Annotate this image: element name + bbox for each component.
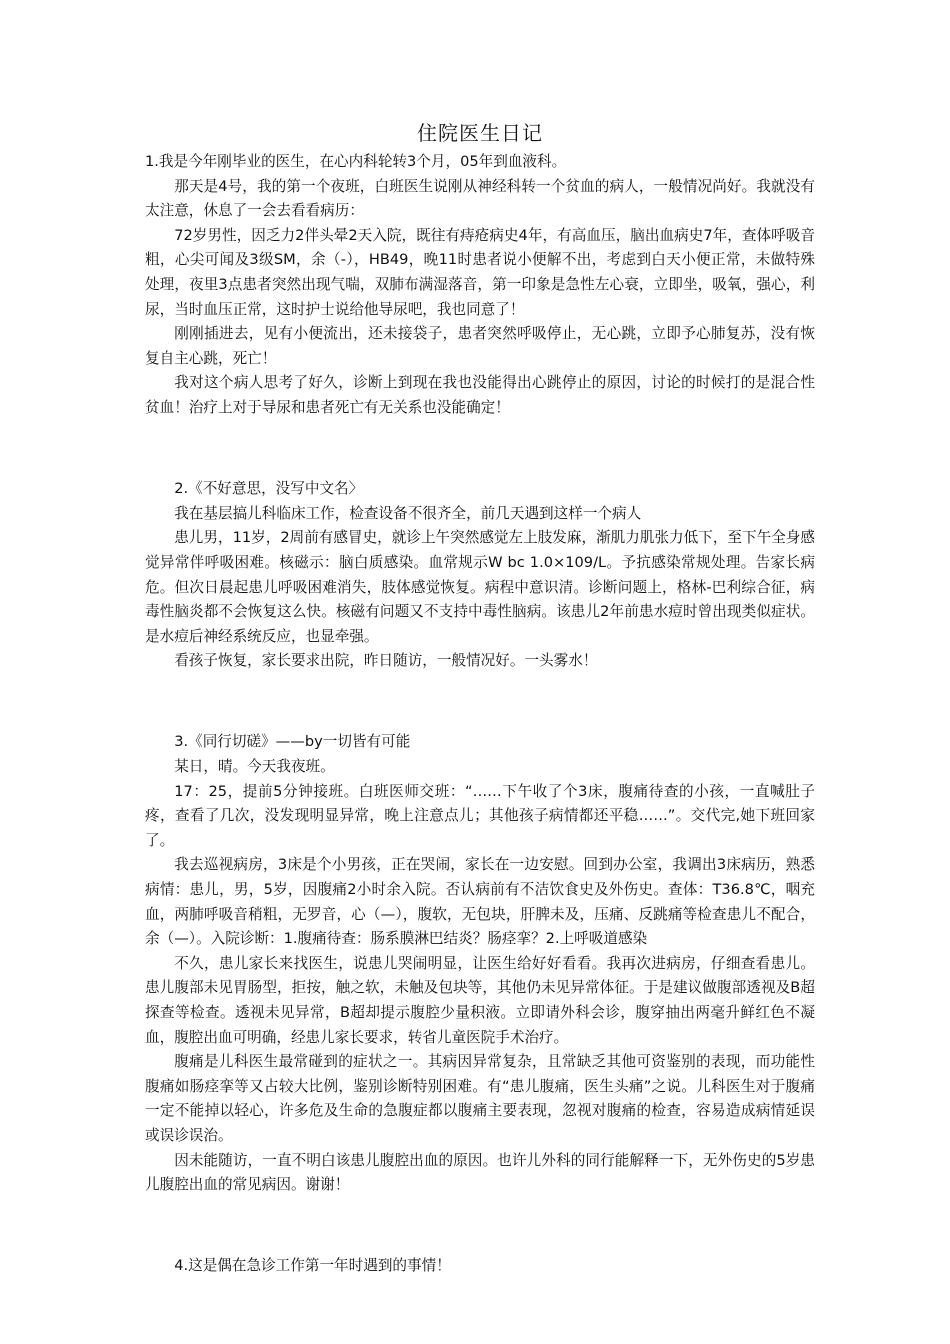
- paragraph: 我对这个病人思考了好久，诊断上到现在我也没能得出心跳停止的原因，讨论的时候打的是混合性贫血！治疗上对于导尿和患者死亡有无关系也没能确定！: [145, 374, 815, 416]
- document-body: [145, 150, 815, 1279]
- paragraph: 17：25，提前5分钟接班。白班医师交班：“……下午收了个3床，腹痛待查的小孩，一直喊肚子疼，查看了几次，没发现明显异常，晚上注意点儿；其他孩子病情都还平稳……”。交代完,她下班回家了。: [145, 782, 815, 849]
- paragraph: 腹痛是儿科医生最常碰到的症状之一。其病因异常复杂，且常缺乏其他可资鉴别的表现，而功能性腹痛如肠痉挛等又占较大比例，鉴别诊断特别困难。有“患儿腹痛，医生头痛”之说。儿科医生对于腹痛一定不能掉以轻心，许多危及生命的急腹症都以腹痛主要表现，忽视对腹痛的检查，容易造成病情延误或误诊误治。: [145, 1053, 815, 1144]
- paragraph: 3.《同行切磋》——by一切皆有可能: [174, 733, 411, 751]
- paragraph: 刚刚插进去，见有小便流出，还未接袋子，患者突然呼吸停止，无心跳，立即予心肺复苏，没有恢复自主心跳，死亡！: [145, 325, 815, 367]
- paragraph: 我在基层搞儿科临床工作，检查设备不很齐全，前几天遇到这样一个病人: [174, 504, 642, 522]
- paragraph: 不久，患儿家长来找医生，说患儿哭闹明显，让医生给好好看看。我再次进病房，仔细查看患儿。患儿腹部未见胃肠型，拒按，触之软，未触及包块等，其他仍未见异常体征。于是建议做腹部透视及B超探查等检查。透视未见异常，B超却提示腹腔少量积液。立即请外科会诊，腹穿抽出两毫升鲜红色不凝血，腹腔出血可明确，经患儿家长要求，转省儿童医院手术治疗。: [145, 954, 815, 1046]
- paragraph: 1.我是今年刚毕业的医生，在心内科轮转3个月，05年到血液科。: [145, 153, 567, 170]
- paragraph-spacer: [145, 690, 815, 715]
- paragraph: 患儿男，11岁，2周前有感冒史，就诊上午突然感觉左上肢发麻，渐肌力肌张力低下，至下午全身感觉异常伴呼吸困难。核磁示：脑白质感染。血常规示W bc 1.0×109/L。予抗感染常规处理。告家长病危。但次日晨起患儿呼吸困难消失，肢体感觉恢复。病程中意识清。诊断问题上，格林-巴利综合征，病毒性脑炎都不会恢复这么快。核磁有问题又不支持中毒性脑病。该患儿2年前患水痘时曾出现类似症状。是水痘后神经系统反应，也显牵强。: [145, 529, 815, 645]
- document-page: [145, 118, 815, 1279]
- paragraph: 我去巡视病房，3床是个小男孩，正在哭闹，家长在一边安慰。回到办公室，我调出3床病历，熟悉病情：患儿，男，5岁，因腹痛2小时余入院。否认病前有不洁饮食史及外伤史。查体：T36.8℃，咽充血，两肺呼吸音稍粗，无罗音，心（—），腹软，无包块，肝脾未及，压痛、反跳痛等检查患儿不配合，余（—）。入院诊断：1.腹痛待查：肠系膜淋巴结炎？肠痉挛？2.上呼吸道感染: [145, 856, 815, 948]
- document-title: 住院医生日记: [417, 121, 543, 145]
- paragraph: 某日，晴。今天我夜班。: [174, 758, 335, 776]
- paragraph-spacer: [145, 1214, 815, 1239]
- paragraph: 因未能随访，一直不明白该患儿腹腔出血的原因。也许儿外科的同行能解释一下，无外伤史的5岁患儿腹腔出血的常见病因。谢谢！: [145, 1151, 815, 1194]
- paragraph-spacer: [145, 437, 815, 462]
- paragraph: 4.这是偶在急诊工作第一年时遇到的事情！: [174, 1257, 451, 1275]
- paragraph: 那天是4号，我的第一个夜班，白班医生说刚从神经科转一个贫血的病人，一般情况尚好。我就没有太注意，休息了一会去看看病历：: [145, 177, 815, 220]
- paragraph: 72岁男性，因乏力2伴头晕2天入院，既往有痔疮病史4年，有高血压，脑出血病史7年，查体呼吸音粗，心尖可闻及3级SM，余（-），HB49，晚11时患者说小便解不出，考虑到白天小便正常，未做特殊处理，夜里3点患者突然出现气喘，双肺布满湿落音，第一印象是急性左心衰，立即坐，吸氧，强心，利尿，当时血压正常，这时护士说给他导尿吧，我也同意了！: [145, 226, 815, 318]
- paragraph: 2.《不好意思，没写中文名〉: [174, 480, 364, 498]
- paragraph: 看孩子恢复，家长要求出院，昨日随访，一般情况好。一头雾水！: [174, 652, 598, 670]
